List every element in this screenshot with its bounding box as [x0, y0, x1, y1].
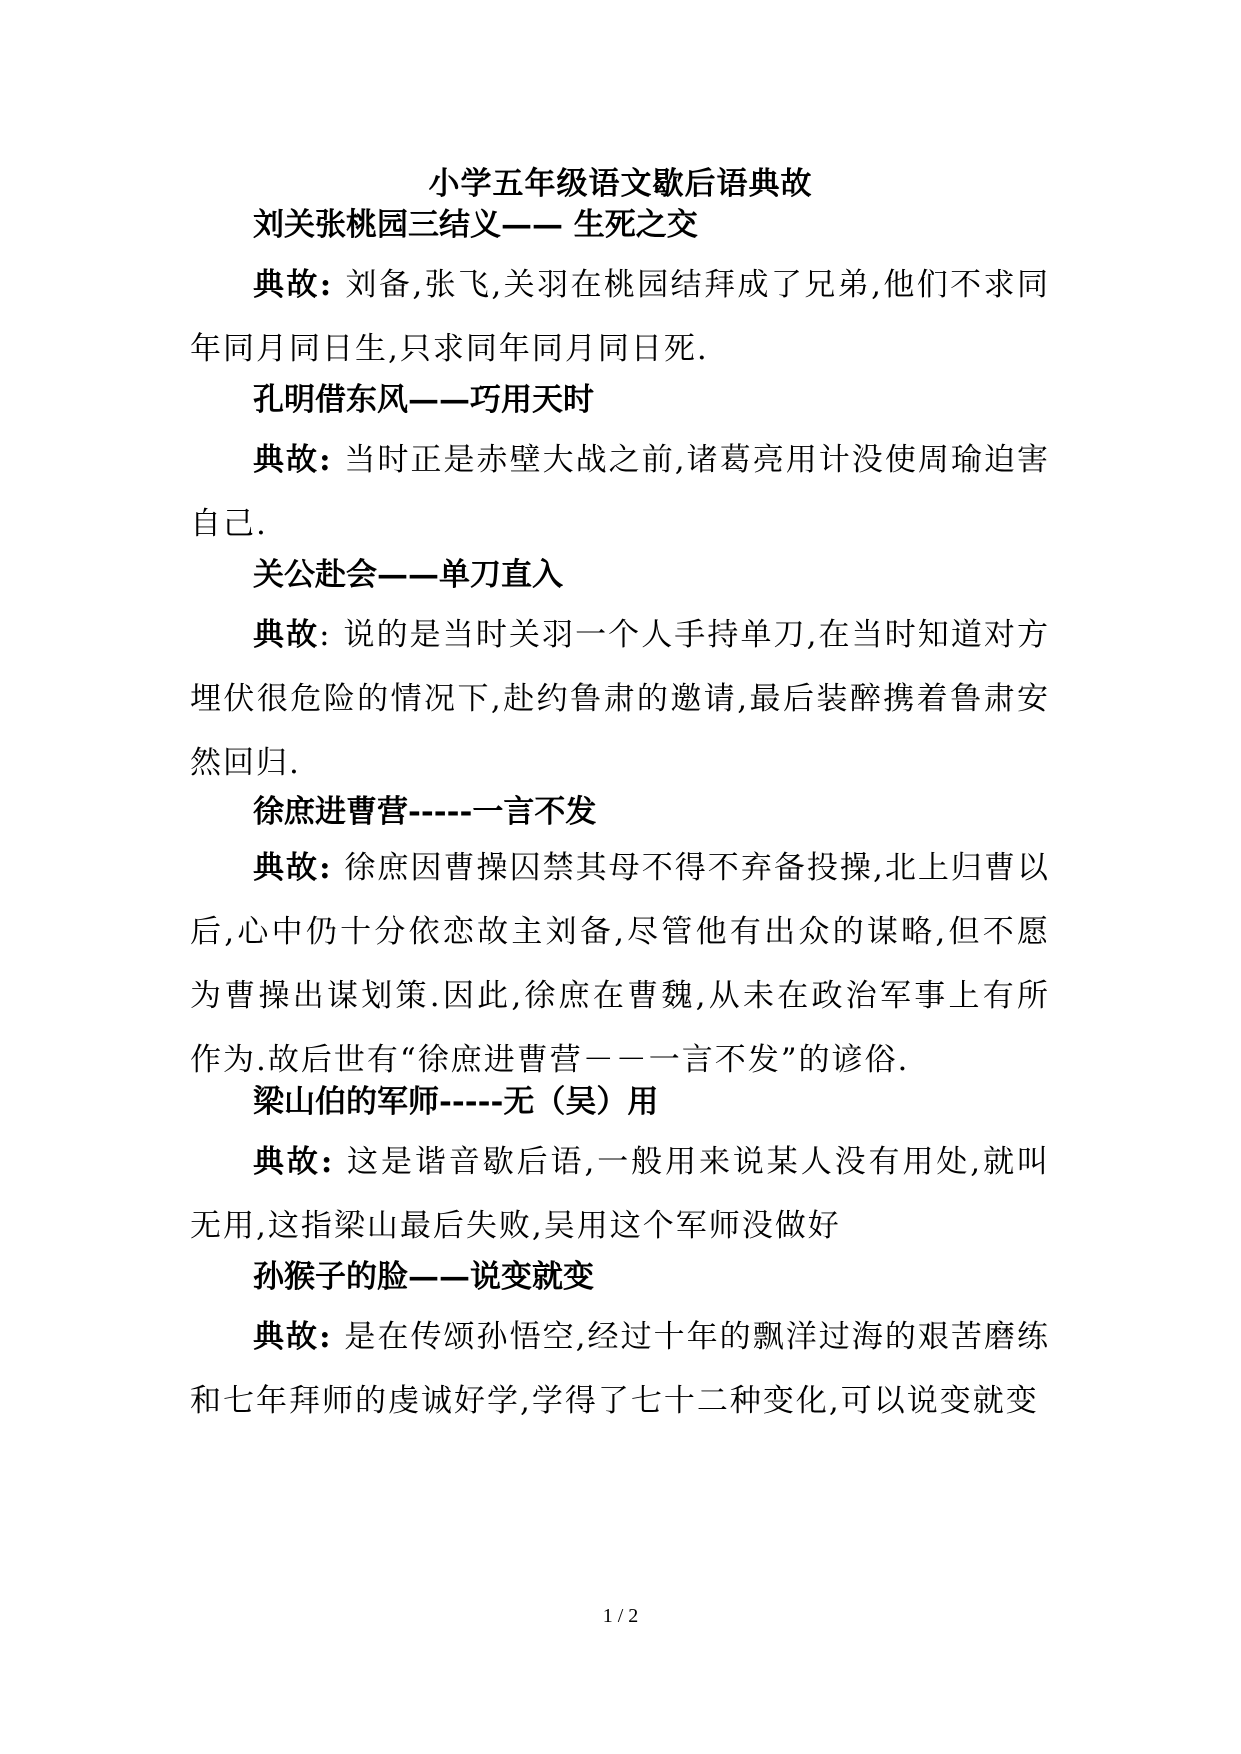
paragraph-text: : 说的是当时关羽一个人手持单刀,在当时知道对方埋伏很危险的情况下,赴约鲁肃的邀请,最后装醉携着鲁肃安然回归. — [190, 617, 1050, 781]
section-paragraph — [190, 836, 1050, 1092]
section-heading: 徐庶进曹营-----一言不发 — [253, 794, 597, 830]
paragraph-text: 当时正是赤壁大战之前,诸葛亮用计没使周瑜迫害自己. — [190, 442, 1050, 542]
paragraph-label: 典故: — [253, 442, 333, 478]
paragraph-label: 典故 — [253, 617, 320, 653]
paragraph-text: 徐庶因曹操囚禁其母不得不弃备投操,北上归曹以后,心中仍十分依恋故主刘备,尽管他有出众的谋略,但不愿为曹操出谋划策.因此,徐庶在曹魏,从未在政治军事上有所作为.故后世有“徐庶进曹营－－一言不发”的谚俗. — [190, 850, 1050, 1078]
section-heading: 关公赴会——单刀直入 — [253, 557, 563, 593]
paragraph-text: 这是谐音歇后语,一般用来说某人没有用处,就叫无用,这指梁山最后失败,吴用这个军师没做好 — [190, 1144, 1050, 1244]
section-paragraph — [190, 428, 1050, 556]
section-paragraph — [190, 1130, 1050, 1258]
section-paragraph — [190, 1305, 1050, 1433]
paragraph-text: 刘备,张飞,关羽在桃园结拜成了兄弟,他们不求同年同月同日生,只求同年同月同日死. — [190, 267, 1050, 367]
paragraph-text: 是在传颂孙悟空,经过十年的飘洋过海的艰苦磨练和七年拜师的虔诚好学,学得了七十二种变化,可以说变就变 — [190, 1319, 1050, 1419]
section-paragraph — [190, 253, 1050, 381]
paragraph-label: 典故: — [253, 1144, 335, 1180]
section-paragraph — [190, 603, 1050, 795]
section-heading: 梁山伯的军师-----无（吴）用 — [253, 1084, 659, 1120]
section-heading: 孔明借东风——巧用天时 — [253, 382, 594, 418]
section-heading: 刘关张桃园三结义—— 生死之交 — [253, 207, 698, 243]
paragraph-label: 典故: — [253, 1319, 333, 1355]
paragraph-label: 典故: — [253, 850, 333, 886]
paragraph-label: 典故: — [253, 267, 334, 303]
page-title: 小学五年级语文歇后语典故 — [428, 166, 813, 202]
page-number: 1 / 2 — [602, 1605, 639, 1627]
section-heading: 孙猴子的脸——说变就变 — [253, 1259, 594, 1295]
